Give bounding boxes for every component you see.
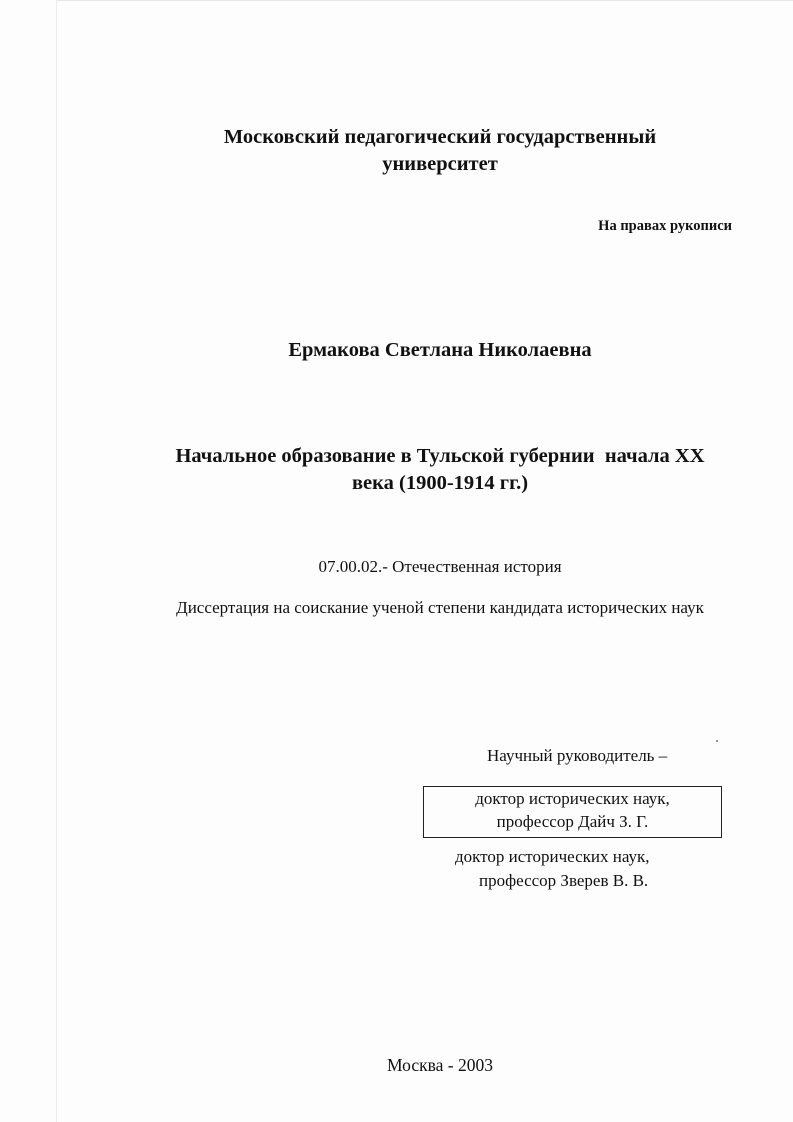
university-line-2: университет bbox=[382, 153, 498, 175]
city-year: Москва - 2003 bbox=[387, 1055, 493, 1075]
supervisor-name: профессор Дайч З. Г. bbox=[496, 812, 649, 831]
supervisor-box bbox=[423, 786, 722, 838]
title-line-1: Начальное образование в Тульской губернии начала XX bbox=[175, 445, 705, 467]
degree-statement: Диссертация на соискание ученой степени кандидата исторических наук bbox=[176, 598, 704, 617]
consultant-name: профессор Зверев В. В. bbox=[479, 871, 649, 890]
university-line-1: Московский педагогический государственный bbox=[223, 126, 657, 148]
specialty-code: 07.00.02.- Отечественная история bbox=[318, 557, 562, 576]
scan-speck bbox=[716, 740, 718, 742]
manuscript-note: На правах рукописи bbox=[598, 218, 732, 234]
supervisor-label: Научный руководитель – bbox=[487, 746, 668, 765]
consultant-degree: доктор исторических наук, bbox=[455, 847, 650, 866]
dissertation-title bbox=[0, 443, 793, 497]
university-name bbox=[0, 124, 793, 178]
title-line-2: века (1900-1914 гг.) bbox=[351, 472, 529, 494]
supervisor-degree: доктор исторических наук, bbox=[475, 789, 670, 808]
consultant-info bbox=[455, 845, 650, 893]
author-name: Ермакова Светлана Николаевна bbox=[288, 339, 592, 361]
scan-edge-top bbox=[56, 0, 793, 1]
